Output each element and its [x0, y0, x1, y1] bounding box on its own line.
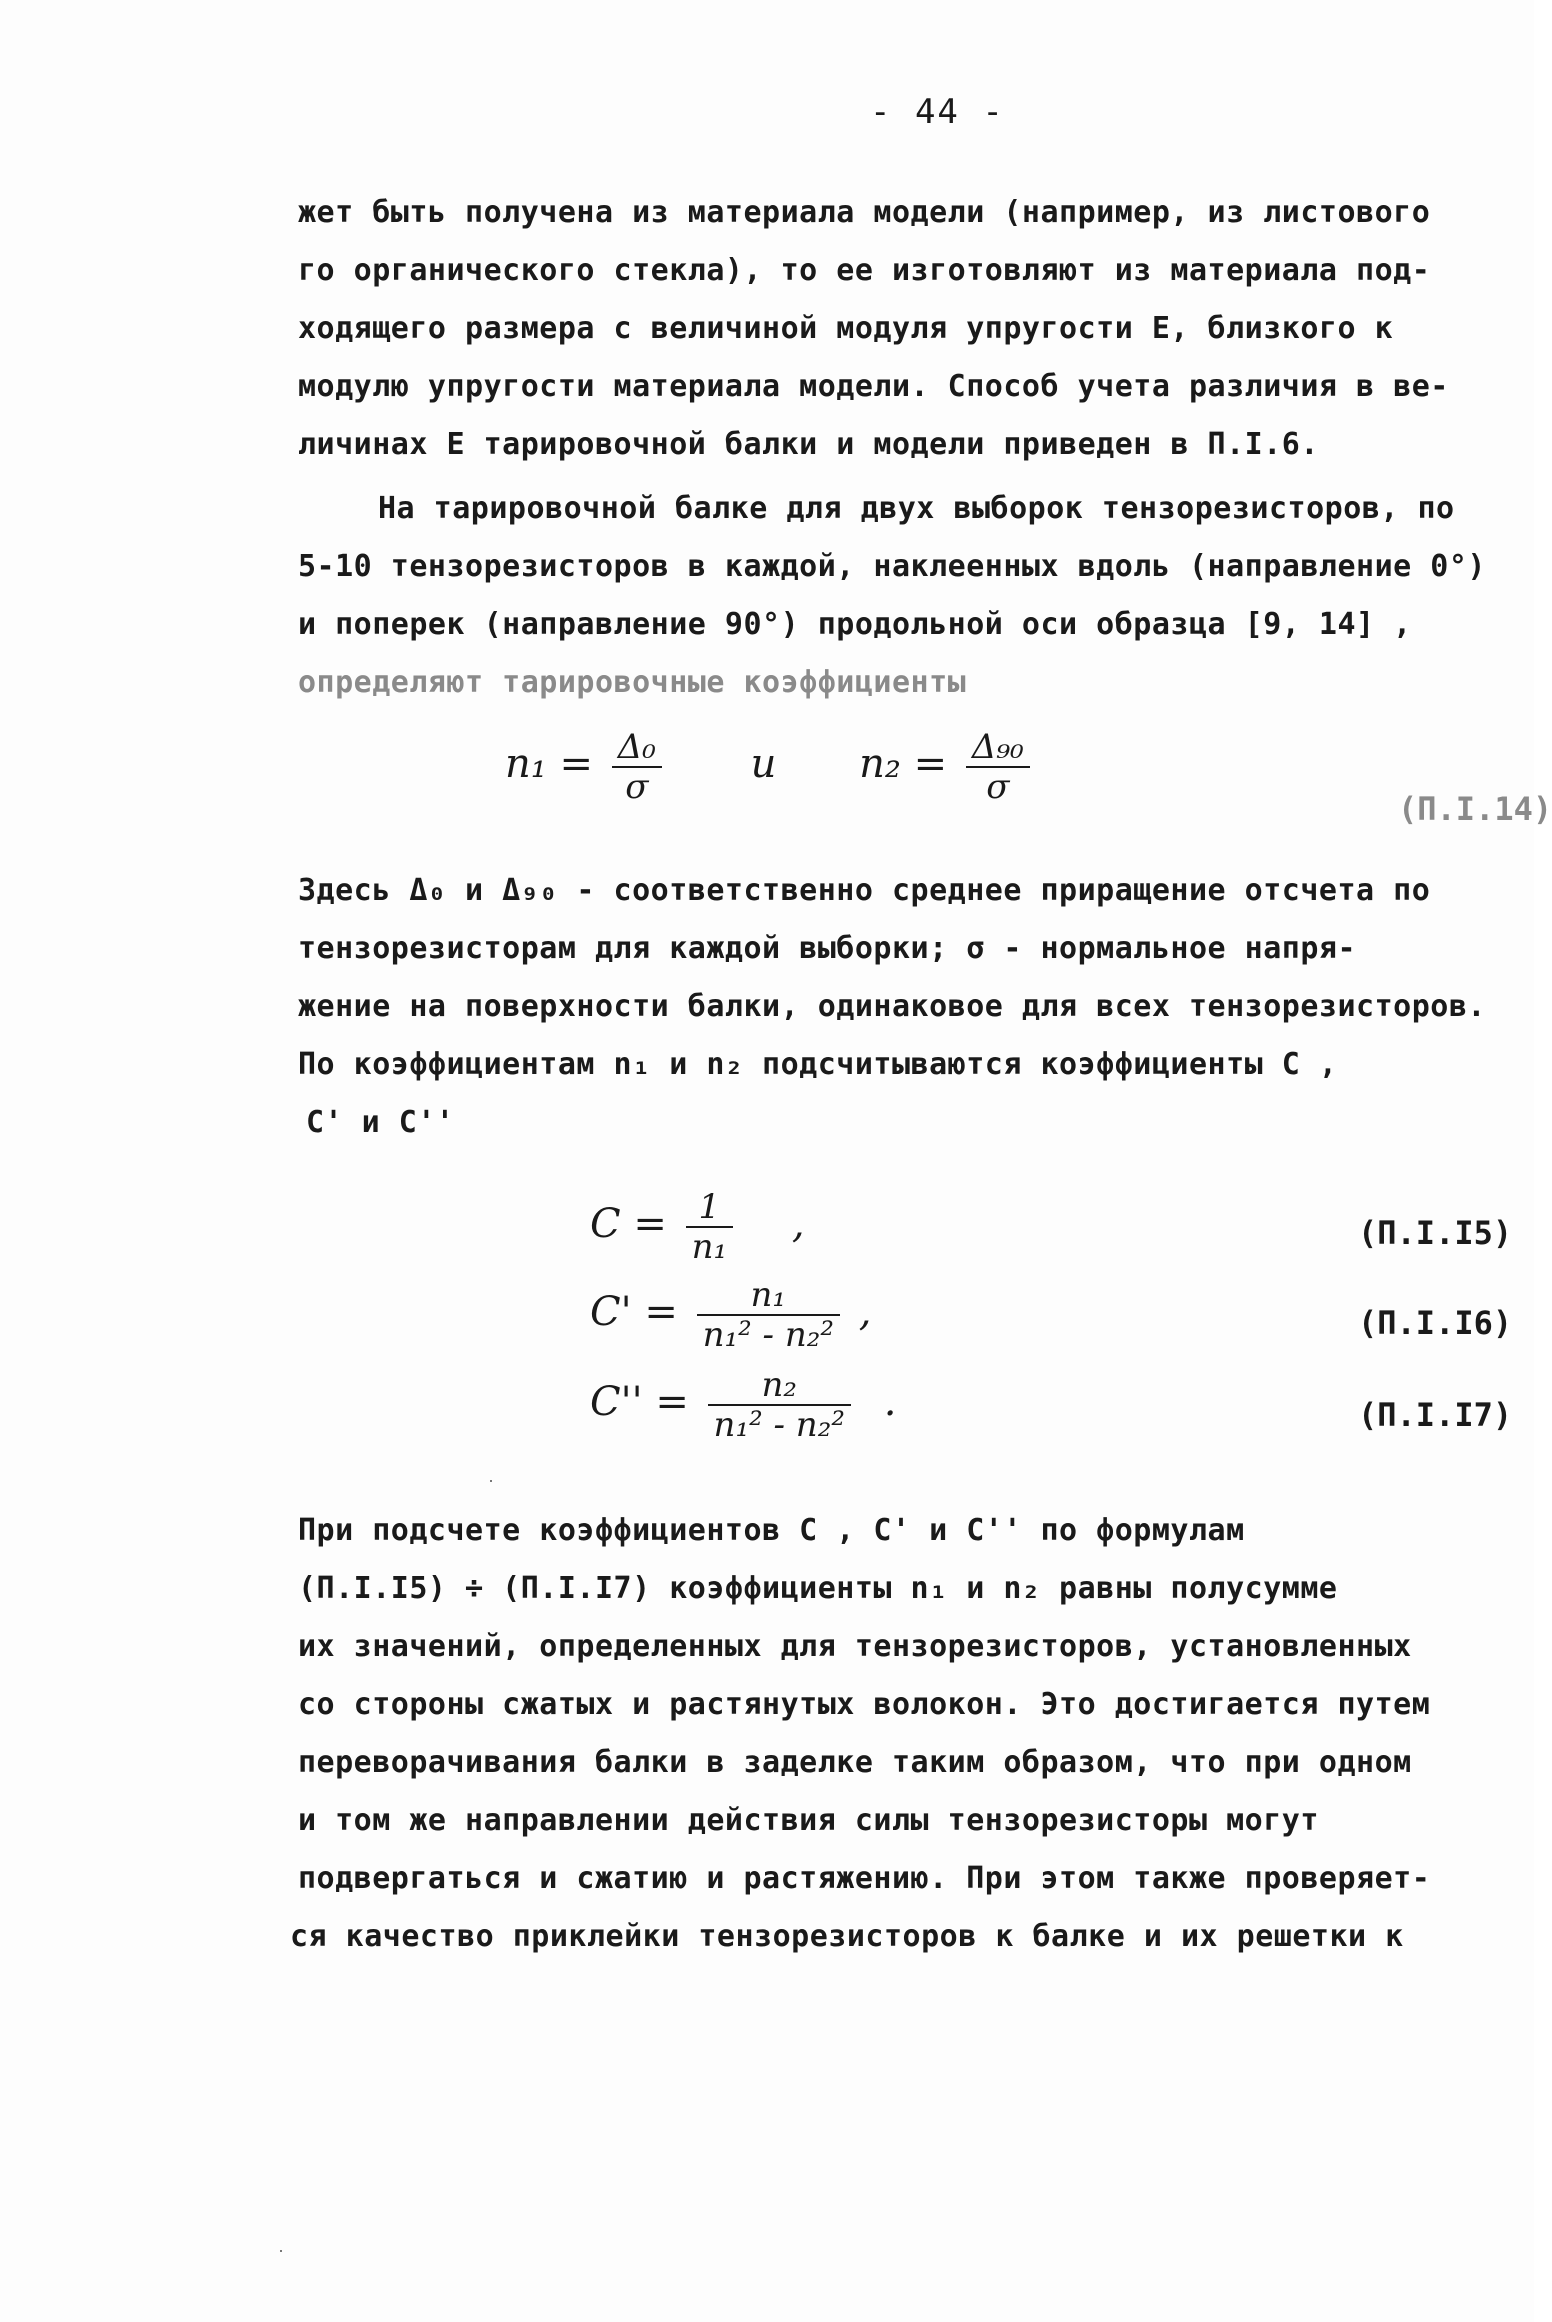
fraction — [612, 727, 662, 807]
formula-n1-n2 — [505, 727, 1036, 807]
formula-lhs: C = — [590, 1201, 667, 1247]
formula-punctuation: , — [791, 1201, 805, 1247]
fraction-numerator: 1 — [686, 1190, 734, 1228]
formula-punctuation: . — [883, 1379, 897, 1425]
text-line: (П.I.I5) ÷ (П.I.I7) коэффициенты n₁ и n₂ равны полусумме — [298, 1571, 1338, 1606]
text-line: ся качество приклейки тензорезисторов к балке и их решетки к — [290, 1919, 1404, 1954]
text-line: и том же направлении действия силы тензорезисторы могут — [298, 1803, 1319, 1838]
fraction-denominator: n₁² - n₂² — [713, 1405, 845, 1445]
fraction-numerator: n₂ — [708, 1368, 851, 1406]
text-line: переворачивания балки в заделке таким образом, что при одном — [298, 1745, 1412, 1780]
text-line: По коэффициентам n₁ и n₂ подсчитываются коэффициенты С , — [298, 1047, 1338, 1082]
formula-conjunction: и — [750, 741, 777, 787]
equation-number: (П.I.14) — [1398, 790, 1552, 828]
formula-lhs: C'' = — [590, 1379, 689, 1425]
equation-number: (П.I.I7) — [1358, 1396, 1513, 1434]
fraction — [966, 727, 1030, 807]
text-line: тензорезисторам для каждой выборки; σ - нормальное напря- — [298, 931, 1357, 966]
text-line: Здесь Δ₀ и Δ₉₀ - соответственно среднее приращение отсчета по — [298, 873, 1431, 908]
text-line: жение на поверхности балки, одинаковое для всех тензорезисторов. — [298, 989, 1486, 1024]
text-line: На тарировочной балке для двух выборок тензорезисторов, по — [378, 491, 1455, 526]
fraction-denominator: n₁² - n₂² — [702, 1315, 834, 1355]
formula-c — [590, 1187, 805, 1267]
formula-c-prime — [590, 1275, 872, 1355]
text-line: С' и С'' — [306, 1105, 455, 1140]
fraction-denominator: σ — [625, 767, 649, 807]
scan-speck — [490, 1480, 492, 1482]
text-line: со стороны сжатых и растянутых волокон. Это достигается путем — [298, 1687, 1431, 1722]
formula-punctuation: , — [858, 1289, 872, 1335]
equation-number: (П.I.I6) — [1358, 1304, 1513, 1342]
scan-speck — [280, 2250, 282, 2252]
text-line: модулю упругости материала модели. Способ учета различия в ве- — [298, 369, 1449, 404]
fraction-denominator: σ — [986, 767, 1010, 807]
text-line: подвергаться и сжатию и растяжению. При этом также проверяет- — [298, 1861, 1431, 1896]
fraction-numerator: Δ₉₀ — [966, 730, 1030, 768]
text-line: 5-10 тензорезисторов в каждой, наклеенных вдоль (направление 0°) — [298, 549, 1486, 584]
formula-lhs: C' = — [590, 1289, 678, 1335]
text-line: При подсчете коэффициентов С , С' и С'' по формулам — [298, 1513, 1245, 1548]
formula-c-double-prime — [590, 1365, 897, 1445]
text-line: жет быть получена из материала модели (например, из листового — [298, 195, 1431, 230]
formula-lhs: n₂ = — [859, 741, 948, 787]
text-line: личинах Е тарировочной балки и модели приведен в П.I.6. — [298, 427, 1319, 462]
fraction-denominator: n₁ — [691, 1227, 728, 1267]
fraction — [686, 1187, 734, 1267]
formula-lhs: n₁ = — [505, 741, 594, 787]
text-line: ходящего размера с величиной модуля упругости Е, близкого к — [298, 311, 1394, 346]
text-line: определяют тарировочные коэффициенты — [298, 665, 967, 700]
fraction-numerator: Δ₀ — [612, 730, 662, 768]
text-line: и поперек (направление 90°) продольной оси образца [9, 14] , — [298, 607, 1412, 642]
page-number: - 44 - — [870, 92, 1005, 132]
text-line: го органического стекла), то ее изготовляют из материала под- — [298, 253, 1431, 288]
fraction-numerator: n₁ — [697, 1278, 840, 1316]
text-line: их значений, определенных для тензорезисторов, установленных — [298, 1629, 1412, 1664]
fraction — [697, 1275, 840, 1355]
fraction — [708, 1365, 851, 1445]
equation-number: (П.I.I5) — [1358, 1214, 1513, 1252]
